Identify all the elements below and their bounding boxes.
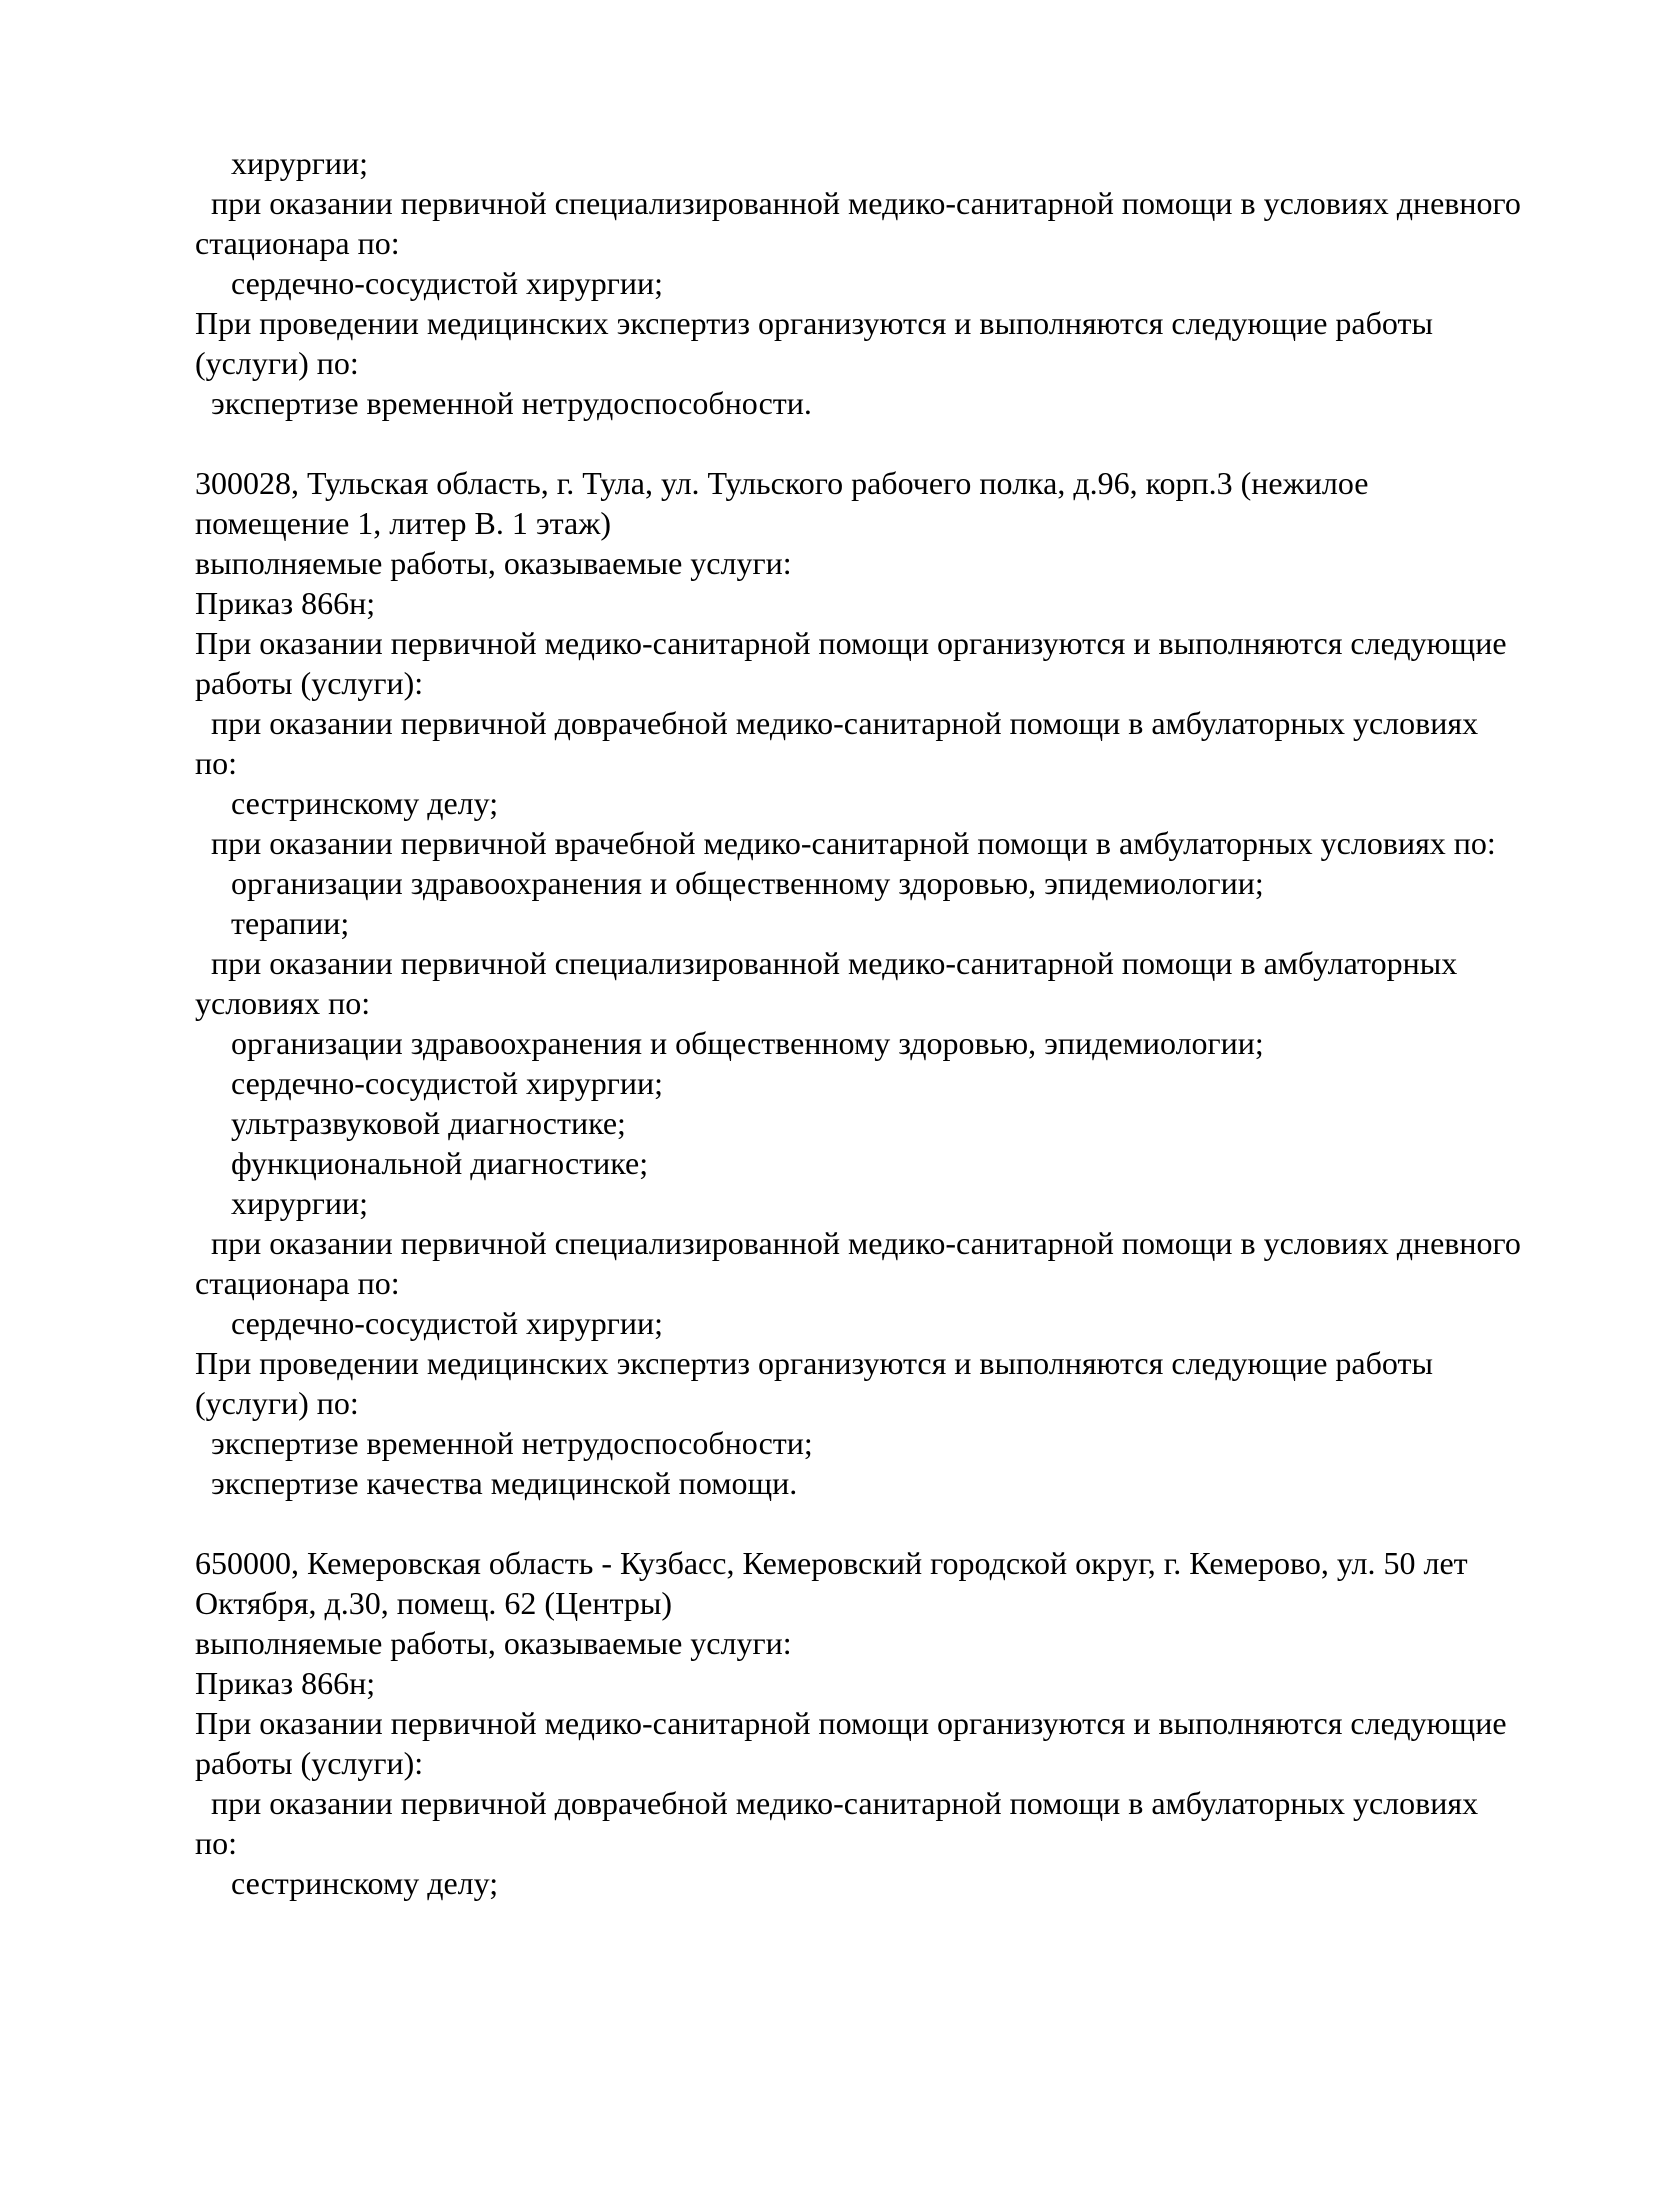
text-line: сердечно-сосудистой хирургии; — [231, 265, 663, 301]
text-line: по: — [195, 1825, 238, 1861]
text-line — [195, 1503, 1653, 1543]
text-line: сестринскому делу; — [231, 1865, 499, 1901]
text-line: сердечно-сосудистой хирургии; — [231, 1065, 663, 1101]
text-line: стационара по: — [195, 225, 400, 261]
text-line: выполняемые работы, оказываемые услуги: — [195, 1625, 792, 1661]
text-line: хирургии; — [231, 145, 368, 181]
text-line: При оказании первичной медико-санитарной помощи организуются и выполняются следующие — [195, 1705, 1507, 1741]
text-line — [195, 423, 1653, 463]
text-line: условиях по: — [195, 985, 371, 1021]
text-line: экспертизе временной нетрудоспособности. — [211, 385, 812, 421]
text-line: 650000, Кемеровская область - Кузбасс, Кемеровский городской округ, г. Кемерово, ул. 50 лет — [195, 1545, 1468, 1581]
text-line: При оказании первичной медико-санитарной помощи организуются и выполняются следующие — [195, 625, 1507, 661]
text-line: выполняемые работы, оказываемые услуги: — [195, 545, 792, 581]
text-line: при оказании первичной специализированной медико-санитарной помощи в условиях дневного — [211, 1225, 1521, 1261]
text-line: при оказании первичной врачебной медико-санитарной помощи в амбулаторных условиях по: — [211, 825, 1496, 861]
text-line: (услуги) по: — [195, 1385, 359, 1421]
text-line: помещение 1, литер В. 1 этаж) — [195, 505, 611, 541]
text-line: ультразвуковой диагностике; — [231, 1105, 626, 1141]
text-line: работы (услуги): — [195, 1745, 424, 1781]
text-line: (услуги) по: — [195, 345, 359, 381]
text-line: организации здравоохранения и общественному здоровью, эпидемиологии; — [231, 865, 1264, 901]
text-line: при оказании первичной специализированной медико-санитарной помощи в амбулаторных — [211, 945, 1458, 981]
text-line: При проведении медицинских экспертиз организуются и выполняются следующие работы — [195, 1345, 1433, 1381]
text-line: хирургии; — [231, 1185, 368, 1221]
text-line: работы (услуги): — [195, 665, 424, 701]
text-line: при оказании первичной доврачебной медико-санитарной помощи в амбулаторных условиях — [211, 1785, 1479, 1821]
text-line: терапии; — [231, 905, 350, 941]
text-line: стационара по: — [195, 1265, 400, 1301]
text-line: функциональной диагностике; — [231, 1145, 649, 1181]
text-line: сердечно-сосудистой хирургии; — [231, 1305, 663, 1341]
text-line: организации здравоохранения и общественному здоровью, эпидемиологии; — [231, 1025, 1264, 1061]
text-line: При проведении медицинских экспертиз организуются и выполняются следующие работы — [195, 305, 1433, 341]
text-line: при оказании первичной специализированной медико-санитарной помощи в условиях дневного — [211, 185, 1521, 221]
text-line: Октября, д.30, помещ. 62 (Центры) — [195, 1585, 673, 1621]
text-line: Приказ 866н; — [195, 1665, 376, 1701]
text-line: экспертизе временной нетрудоспособности; — [211, 1425, 813, 1461]
text-line: экспертизе качества медицинской помощи. — [211, 1465, 798, 1501]
document-body — [0, 143, 1653, 1903]
text-line: по: — [195, 745, 238, 781]
text-line: сестринскому делу; — [231, 785, 499, 821]
text-line: 300028, Тульская область, г. Тула, ул. Тульского рабочего полка, д.96, корп.3 (нежилое — [195, 465, 1369, 501]
text-line: при оказании первичной доврачебной медико-санитарной помощи в амбулаторных условиях — [211, 705, 1479, 741]
text-line: Приказ 866н; — [195, 585, 376, 621]
